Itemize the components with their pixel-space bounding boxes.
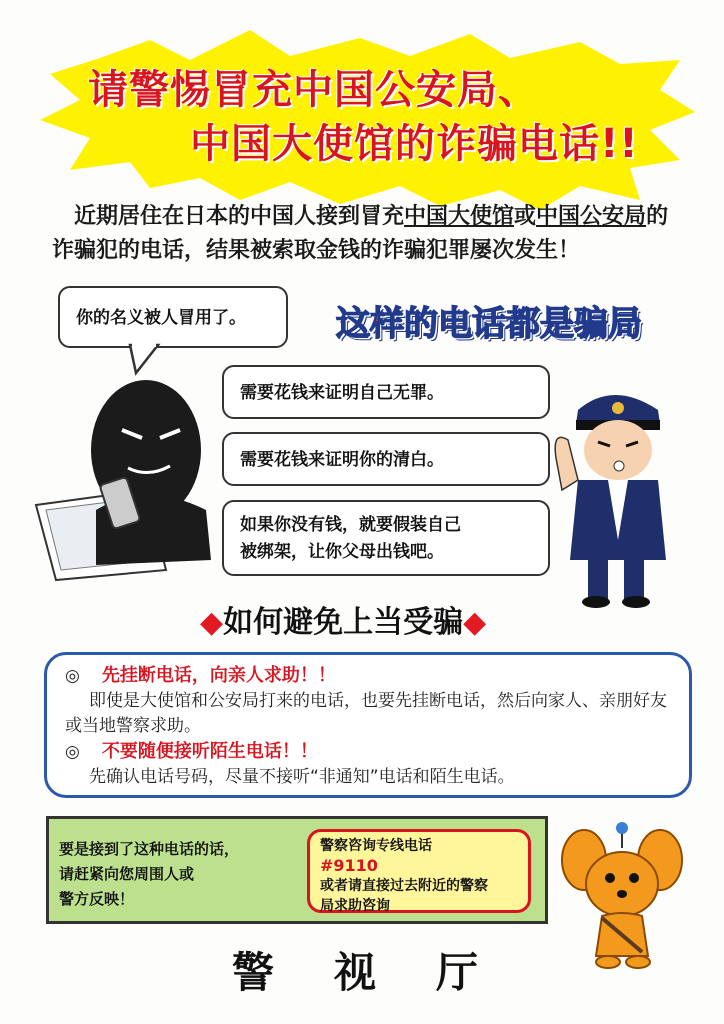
intro-text-2: 或 xyxy=(514,204,537,229)
report-instructions xyxy=(59,837,304,912)
speech-bubble-3: 需要花钱来证明你的清白。 xyxy=(222,432,550,486)
tip-2-heading: 不要随便接听陌生电话！！ xyxy=(101,741,318,762)
report-line-3: 警方反映！ xyxy=(59,890,135,908)
hotline-number[interactable]: #9110 xyxy=(320,856,378,875)
bubble-4-line-2: 被绑架，让你父母出钱吧。 xyxy=(240,542,444,562)
report-line-2: 请赶紧向您周围人或 xyxy=(59,865,195,883)
scam-banner: 这样的电话都是骗局 xyxy=(336,304,642,344)
report-box xyxy=(46,816,548,924)
bubble-4-line-1: 如果你没有钱，就要假装自己 xyxy=(240,515,461,535)
title-line-2: 中国大使馆的诈骗电话!! xyxy=(190,121,639,167)
scammer-illustration xyxy=(36,360,236,580)
hotline-line-3: 或者请直接过去附近的警察 xyxy=(320,878,488,894)
title-line-1: 请警惕冒充中国公安局、 xyxy=(88,67,539,113)
tip-1-heading: 先挂断电话，向亲人求助！！ xyxy=(101,665,336,686)
diamond-left-icon: ◆ xyxy=(200,605,224,640)
avoid-heading xyxy=(200,597,486,641)
avoid-heading-text: 如何避免上当受骗 xyxy=(223,605,464,640)
hotline-box xyxy=(307,829,531,913)
intro-embassy: 中国大使馆 xyxy=(404,204,515,229)
hotline-line-4: 局求助咨询 xyxy=(320,898,390,914)
police-officer-illustration xyxy=(548,370,678,610)
bullet-icon: ◎ xyxy=(65,742,80,762)
tip-2-body: 先确认电话号码，尽量不接听“非通知”电话和陌生电话。 xyxy=(89,767,515,787)
report-line-1: 要是接到了这种电话的话， xyxy=(59,840,240,858)
speech-bubble-2: 需要花钱来证明自己无罪。 xyxy=(222,365,550,419)
intro-police: 中国公安局 xyxy=(536,204,647,229)
hotline-label: 警察咨询专线电话 xyxy=(320,838,432,854)
intro-text-3: 的诈骗犯的电话，结果被索取金钱的诈骗犯罪屡次发生！ xyxy=(52,204,669,263)
speech-bubble-4 xyxy=(222,500,550,576)
intro-text-1: 近期居住在日本的中国人接到冒充 xyxy=(74,204,405,229)
police-mascot-illustration xyxy=(562,820,682,970)
diamond-right-icon: ◆ xyxy=(463,605,487,640)
tip-1-body: 即使是大使馆和公安局打来的电话，也要先挂断电话，然后向家人、亲朋好友或当地警察求助。 xyxy=(65,691,667,736)
footer-agency-name: 警视厅 xyxy=(232,948,539,997)
bubble-tail-1 xyxy=(128,345,168,375)
tips-box xyxy=(44,652,692,798)
intro-paragraph xyxy=(52,200,682,268)
bullet-icon: ◎ xyxy=(65,666,80,686)
speech-bubble-1: 你的名义被人冒用了。 xyxy=(58,286,288,348)
